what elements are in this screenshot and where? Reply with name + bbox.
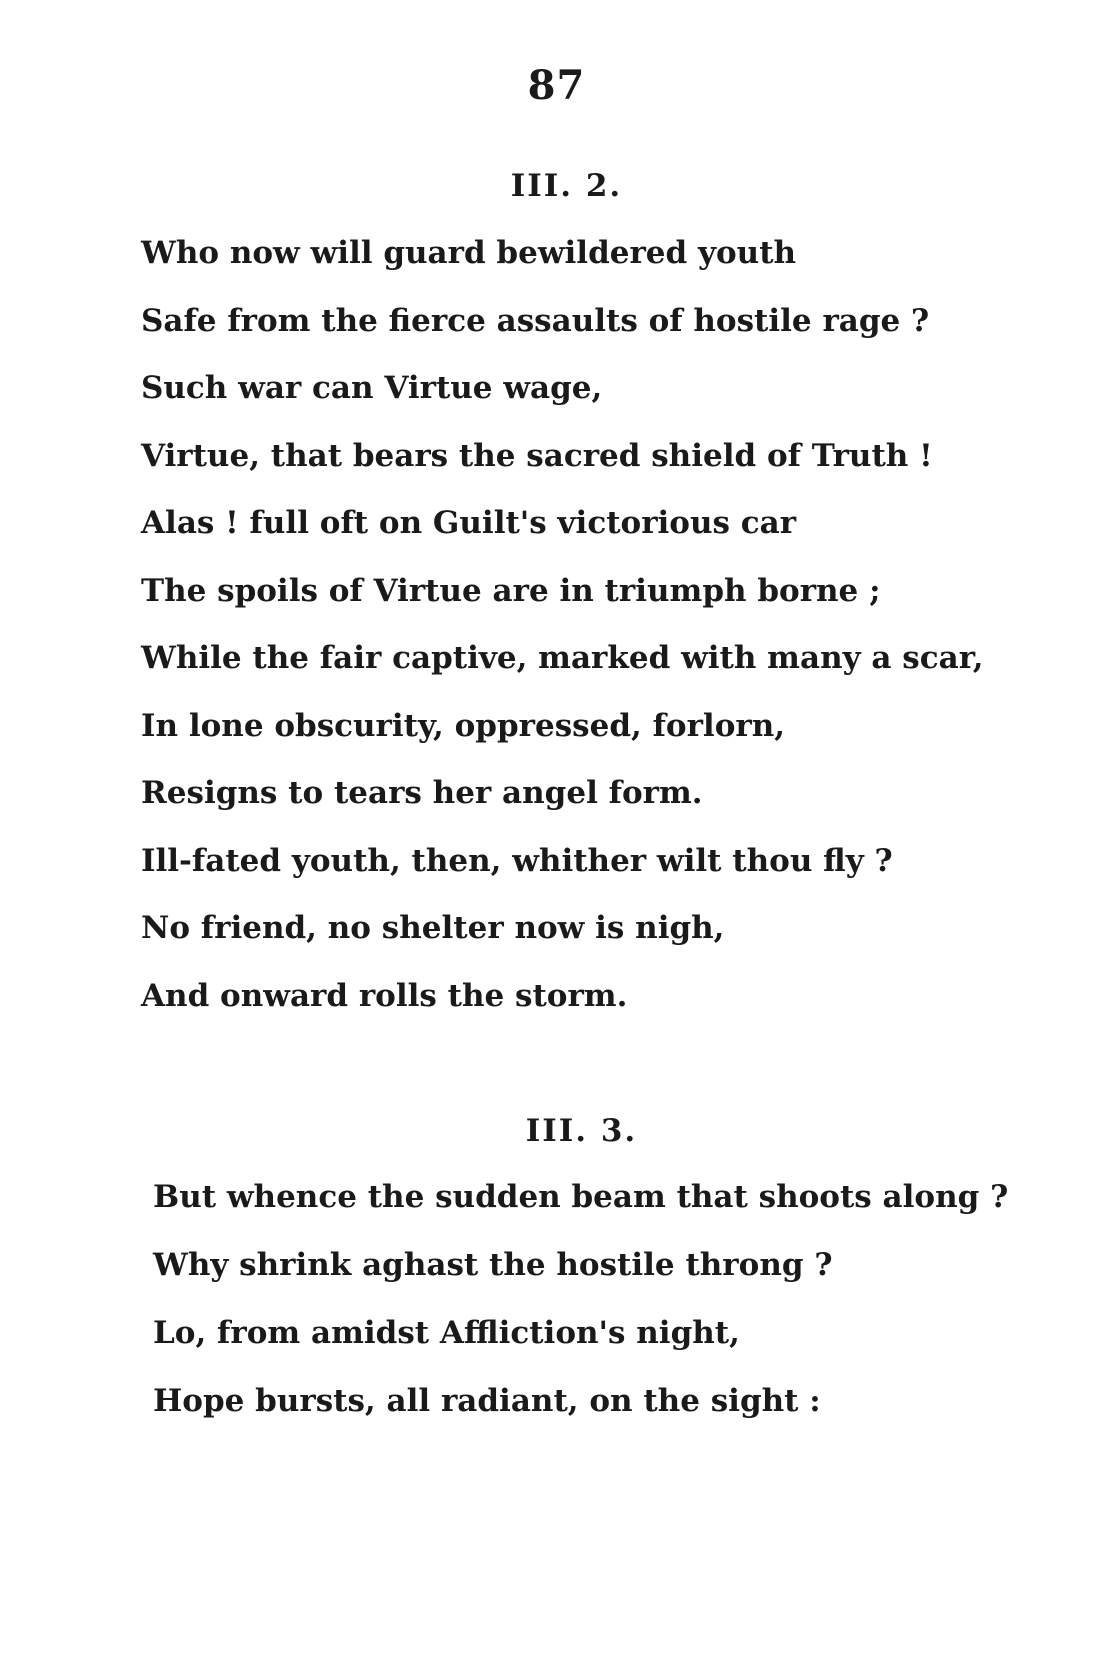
verse-line: Safe from the fierce assaults of hostile rage ? <box>141 302 930 339</box>
verse-line: Hope bursts, all radiant, on the sight : <box>153 1383 821 1419</box>
stanza-heading: III. 2. <box>510 168 623 204</box>
page-number: 87 <box>527 62 586 109</box>
verse-line: Lo, from amidst Affliction's night, <box>153 1315 740 1351</box>
verse-line: Such war can Virtue wage, <box>141 370 603 406</box>
verse-line: No friend, no shelter now is nigh, <box>141 910 725 946</box>
verse-line: Ill-fated youth, then, whither wilt thou fly ? <box>141 842 893 879</box>
verse-line: In lone obscurity, oppressed, forlorn, <box>141 707 786 744</box>
verse-line: Virtue, that bears the sacred shield of Truth ! <box>141 437 933 474</box>
verse-line: Alas ! full oft on Guilt's victorious car <box>141 505 797 541</box>
stanza-lines <box>153 1163 1008 1435</box>
verse-line: Why shrink aghast the hostile throng ? <box>153 1247 833 1283</box>
stanza-lines <box>141 220 984 1030</box>
stanza-heading: III. 3. <box>525 1113 638 1149</box>
verse-line: Resigns to tears her angel form. <box>141 775 703 811</box>
verse-line: Who now will guard bewildered youth <box>141 235 797 271</box>
verse-line: The spoils of Virtue are in triumph borne ; <box>141 572 881 609</box>
verse-line: But whence the sudden beam that shoots along ? <box>153 1179 1009 1215</box>
verse-line: While the fair captive, marked with many a scar, <box>141 640 984 676</box>
verse-line: And onward rolls the storm. <box>141 977 628 1014</box>
